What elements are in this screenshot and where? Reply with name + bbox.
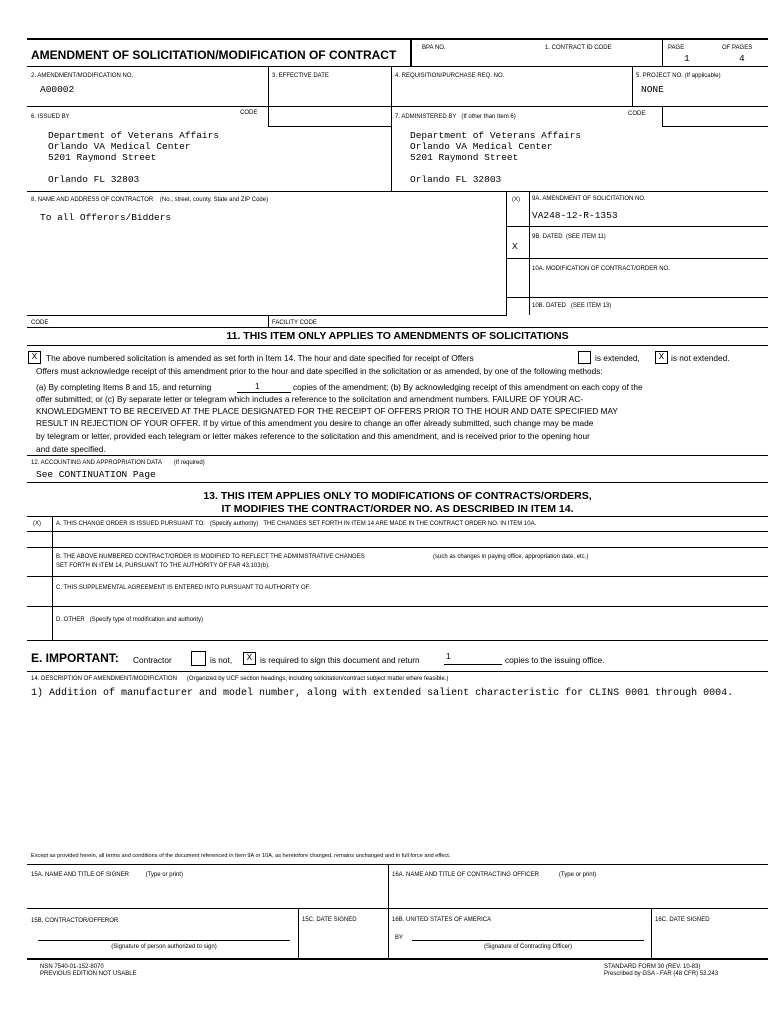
of-pages-label: OF PAGES	[722, 45, 753, 51]
rule	[27, 908, 768, 909]
rule	[662, 126, 768, 127]
accounting-label	[31, 460, 205, 467]
form-title: AMENDMENT OF SOLICITATION/MODIFICATION OF CONTRACT	[31, 48, 397, 62]
item-11-heading: 11. THIS ITEM ONLY APPLIES TO AMENDMENTS OF SOLICITATIONS	[226, 330, 569, 342]
rule	[506, 297, 768, 298]
standard-form-text: STANDARD FORM 30 (REV. 10-83)	[604, 964, 701, 970]
item-11-line-2: (a) By completing Items 8 and 15, and returning	[36, 382, 212, 392]
signature-16b-caption: (Signature of Contracting Officer)	[484, 944, 572, 950]
rule	[27, 531, 768, 532]
rule	[268, 126, 392, 127]
divider	[391, 66, 392, 106]
administered-code-label: CODE	[628, 111, 646, 117]
administered-by-line-4: Orlando FL 32803	[410, 174, 502, 185]
required-checkbox[interactable]: X	[243, 652, 256, 665]
amendment-no-value: A00002	[40, 84, 75, 95]
contractor-value: To all Offerors/Bidders	[40, 212, 172, 223]
copies-text: copies to the issuing office.	[505, 655, 605, 665]
contractor-code-label: CODE	[31, 320, 49, 326]
rule	[27, 315, 507, 316]
rule	[27, 640, 768, 641]
label-16a	[392, 872, 596, 879]
rule	[27, 191, 768, 192]
x-column-label: (X)	[512, 197, 520, 203]
item-13a-text	[56, 521, 536, 528]
administered-by-line-3: 5201 Raymond Street	[410, 152, 519, 163]
page-label: PAGE	[668, 45, 685, 51]
divider	[298, 908, 299, 959]
divider	[651, 908, 652, 959]
description-label	[31, 676, 448, 683]
item-11-line-5: RESULT IN REJECTION OF YOUR OFFER. If by virtue of this amendment you desire to change an offer already submitted, such change may be made	[36, 418, 594, 428]
extended-checkbox[interactable]	[578, 351, 591, 364]
label-9b-text: 9B. DATED	[532, 234, 563, 240]
item-13-x-label: (X)	[33, 521, 41, 527]
item-13c-text: C. THIS SUPPLEMENTAL AGREEMENT IS ENTERED INTO PURSUANT TO AUTHORITY OF:	[56, 585, 311, 591]
not-extended-checkbox[interactable]: X	[655, 351, 668, 364]
item-11-line-7: and date specified.	[36, 444, 106, 454]
copies-value: 1	[255, 381, 260, 391]
is-extended-text: is extended,	[595, 353, 640, 363]
bottom-border	[27, 958, 768, 960]
signature-line-16b	[412, 940, 644, 941]
total-pages: 4	[739, 53, 745, 64]
by-label: BY	[395, 935, 404, 941]
item-13a-label-2: THE CHANGES SET FORTH IN ITEM 14 ARE MADE IN THE CONTRACT ORDER NO. IN ITEM 10A.	[263, 521, 537, 527]
item-13d-text	[56, 617, 203, 624]
item-13a-label: A. THIS CHANGE ORDER IS ISSUED PURSUANT TO:	[56, 521, 205, 527]
item-13-heading-1: 13. THIS ITEM APPLIES ONLY TO MODIFICATIONS OF CONTRACTS/ORDERS,	[203, 490, 592, 502]
note-15a: (Type or print)	[145, 872, 183, 878]
project-no-value: NONE	[641, 84, 664, 95]
project-no-note: (If applicable)	[684, 73, 721, 79]
prescribed-text: Prescribed by GSA - FAR (48 CFR) 53.243	[604, 971, 719, 977]
issued-by-label: 6. ISSUED BY	[31, 114, 70, 120]
contract-id-label: 1. CONTRACT ID CODE	[545, 45, 612, 51]
effective-date-label: 3. EFFECTIVE DATE	[272, 73, 329, 79]
item-11-line-4: KNOWLEDGMENT TO BE RECEIVED AT THE PLACE DESIGNATED FOR THE RECEIPT OF OFFERS PRIOR TO THE HOUR AND DATE SPECIFIED MAY	[36, 406, 618, 416]
title-divider	[410, 38, 412, 66]
label-15b: 15B. CONTRACTOR/OFFEROR	[31, 918, 119, 924]
rule	[27, 606, 768, 607]
divider	[388, 864, 389, 959]
value-9a: VA248-12-R-1353	[532, 210, 618, 221]
administered-by-label	[395, 114, 516, 121]
rule	[27, 482, 768, 483]
accounting-value: See CONTINUATION Page	[36, 469, 156, 480]
divider	[268, 106, 269, 126]
amended-checkbox[interactable]: X	[28, 351, 41, 364]
administered-by-note: (If other than Item 6)	[461, 114, 516, 120]
amended-text: The above numbered solicitation is amended as set forth in Item 14. The hour and date specified for receipt of Offers	[46, 353, 474, 363]
item-13b-text-2: SET FORTH IN ITEM 14, PURSUANT TO THE AUTHORITY OF FAR 43.103(b).	[56, 563, 270, 569]
divider	[391, 106, 392, 192]
note-10b: (SEE ITEM 13)	[570, 303, 612, 309]
rule	[27, 671, 768, 672]
project-no-label	[636, 73, 721, 80]
important-label: E. IMPORTANT:	[31, 651, 119, 665]
note-16a: (Type or print)	[558, 872, 597, 878]
description-label-text: 14. DESCRIPTION OF AMENDMENT/MODIFICATION	[31, 676, 177, 682]
administered-by-label-text: 7. ADMINISTERED BY	[395, 114, 457, 120]
return-copies-underline	[444, 664, 502, 665]
except-text: Except as provided herein, all terms and conditions of the document referenced in Item 9A or 10A, as heretofore changed, remains unchanged and in full force and effect.	[31, 853, 451, 859]
accounting-label-text: 12. ACCOUNTING AND APPROPRIATION DATA	[31, 460, 163, 466]
copies-underline	[237, 392, 291, 393]
item-13a-note: (Specify authority)	[209, 521, 259, 527]
label-10a: 10A. MODIFICATION OF CONTRACT/ORDER NO.	[532, 266, 670, 272]
rule	[27, 864, 768, 865]
label-15a-text: 15A. NAME AND TITLE OF SIGNER	[31, 872, 129, 878]
divider	[52, 516, 53, 640]
item-13b-note: (such as changes in paying office, appropriation date, etc.)	[433, 554, 589, 560]
rule	[506, 258, 768, 259]
rule	[27, 516, 768, 517]
previous-edition-text: PREVIOUS EDITION NOT USABLE	[40, 971, 137, 977]
requisition-label: 4. REQUISITION/PURCHASE REQ. NO.	[395, 73, 505, 79]
administered-by-line-1: Department of Veterans Affairs	[410, 130, 582, 141]
item-11-line-1: Offers must acknowledge receipt of this amendment prior to the hour and date specified in the solicitation or as amended, by one of the following methods:	[36, 366, 603, 376]
label-16b: 16B. UNITED STATES OF AMERICA	[392, 917, 492, 923]
is-not-checkbox[interactable]	[191, 651, 206, 666]
label-9a: 9A. AMENDMENT OF SOLICITATION NO.	[532, 196, 646, 202]
facility-code-label: FACILITY CODE	[272, 320, 317, 326]
rule	[27, 66, 768, 67]
contractor-text: Contractor	[133, 655, 172, 665]
issued-code-label: CODE	[240, 110, 258, 116]
item-13b-text: B. THE ABOVE NUMBERED CONTRACT/ORDER IS MODIFIED TO REFLECT THE ADMINISTRATIVE CHANGES	[56, 554, 365, 560]
item-11-line-6: by telegram or letter, provided each telegram or letter makes reference to the solicitation and this amendment, and is received prior to the opening hour	[36, 431, 590, 441]
rule	[27, 455, 768, 456]
label-9b	[532, 234, 606, 241]
project-no-label-text: 5. PROJECT NO.	[636, 73, 683, 79]
description-note: (Organized by UCF section headings, including solicitation/contract subject matter where feasible.)	[186, 676, 449, 682]
amendment-no-label: 2. AMENDMENT/MODIFICATION NO.	[31, 73, 134, 79]
item-13-heading-2: IT MODIFIES THE CONTRACT/ORDER NO. AS DESCRIBED IN ITEM 14.	[221, 503, 574, 515]
is-not-text: is not,	[210, 655, 233, 665]
note-9b: (SEE ITEM 11)	[565, 234, 606, 240]
signature-15b-caption: (Signature of person authorized to sign)	[111, 944, 217, 950]
issued-by-line-4: Orlando FL 32803	[48, 174, 140, 185]
divider	[268, 66, 269, 106]
divider	[662, 106, 663, 126]
item-11-line-3: offer submitted; or (c) By separate letter or telegram which includes a reference to the solicitation and amendment numbers. FAILURE OF YOUR AC-	[36, 394, 584, 404]
label-16a-text: 16A. NAME AND TITLE OF CONTRACTING OFFICER	[392, 872, 539, 878]
label-15a	[31, 872, 183, 879]
issued-by-line-1: Department of Veterans Affairs	[48, 130, 220, 141]
page-number: 1	[684, 53, 690, 64]
bpa-label: BPA NO.	[422, 45, 446, 51]
divider	[268, 315, 269, 327]
contractor-label-text: 8. NAME AND ADDRESS OF CONTRACTOR	[31, 197, 154, 203]
label-10b	[532, 303, 611, 310]
issued-by-line-2: Orlando VA Medical Center	[48, 141, 191, 152]
divider	[632, 66, 633, 106]
issued-by-line-3: 5201 Raymond Street	[48, 152, 157, 163]
contractor-label	[31, 197, 268, 204]
accounting-note: (If required)	[173, 460, 205, 466]
label-10b-text: 10B. DATED	[532, 303, 566, 309]
administered-by-line-2: Orlando VA Medical Center	[410, 141, 553, 152]
item-11-line-2b: copies of the amendment; (b) By acknowledging receipt of this amendment on each copy of the	[293, 382, 643, 392]
label-16c: 16C. DATE SIGNED	[655, 917, 710, 923]
label-15c: 15C. DATE SIGNED	[302, 917, 357, 923]
is-not-extended-text: is not extended.	[671, 353, 730, 363]
rule	[27, 327, 768, 328]
item-13d-note: (Specify type of modification and authority)	[89, 617, 204, 623]
description-value: 1) Addition of manufacturer and model number, along with extended salient characteristic for CLINS 0001 through 0004.	[31, 688, 734, 699]
rule	[27, 106, 768, 107]
rule	[506, 226, 768, 227]
signature-line-15b	[38, 940, 290, 941]
contractor-note: (No., street, county, State and ZIP Code)	[159, 197, 269, 203]
page-divider	[662, 38, 663, 66]
return-copies-value: 1	[446, 651, 451, 661]
check-9b: X	[512, 241, 518, 252]
rule	[27, 345, 768, 346]
rule	[27, 576, 768, 577]
top-border	[27, 38, 768, 40]
nsn-text: NSN 7540-01-152-8070	[40, 964, 104, 970]
required-text: is required to sign this document and return	[260, 655, 420, 665]
rule	[27, 547, 768, 548]
item-13d-label: D. OTHER	[56, 617, 85, 623]
